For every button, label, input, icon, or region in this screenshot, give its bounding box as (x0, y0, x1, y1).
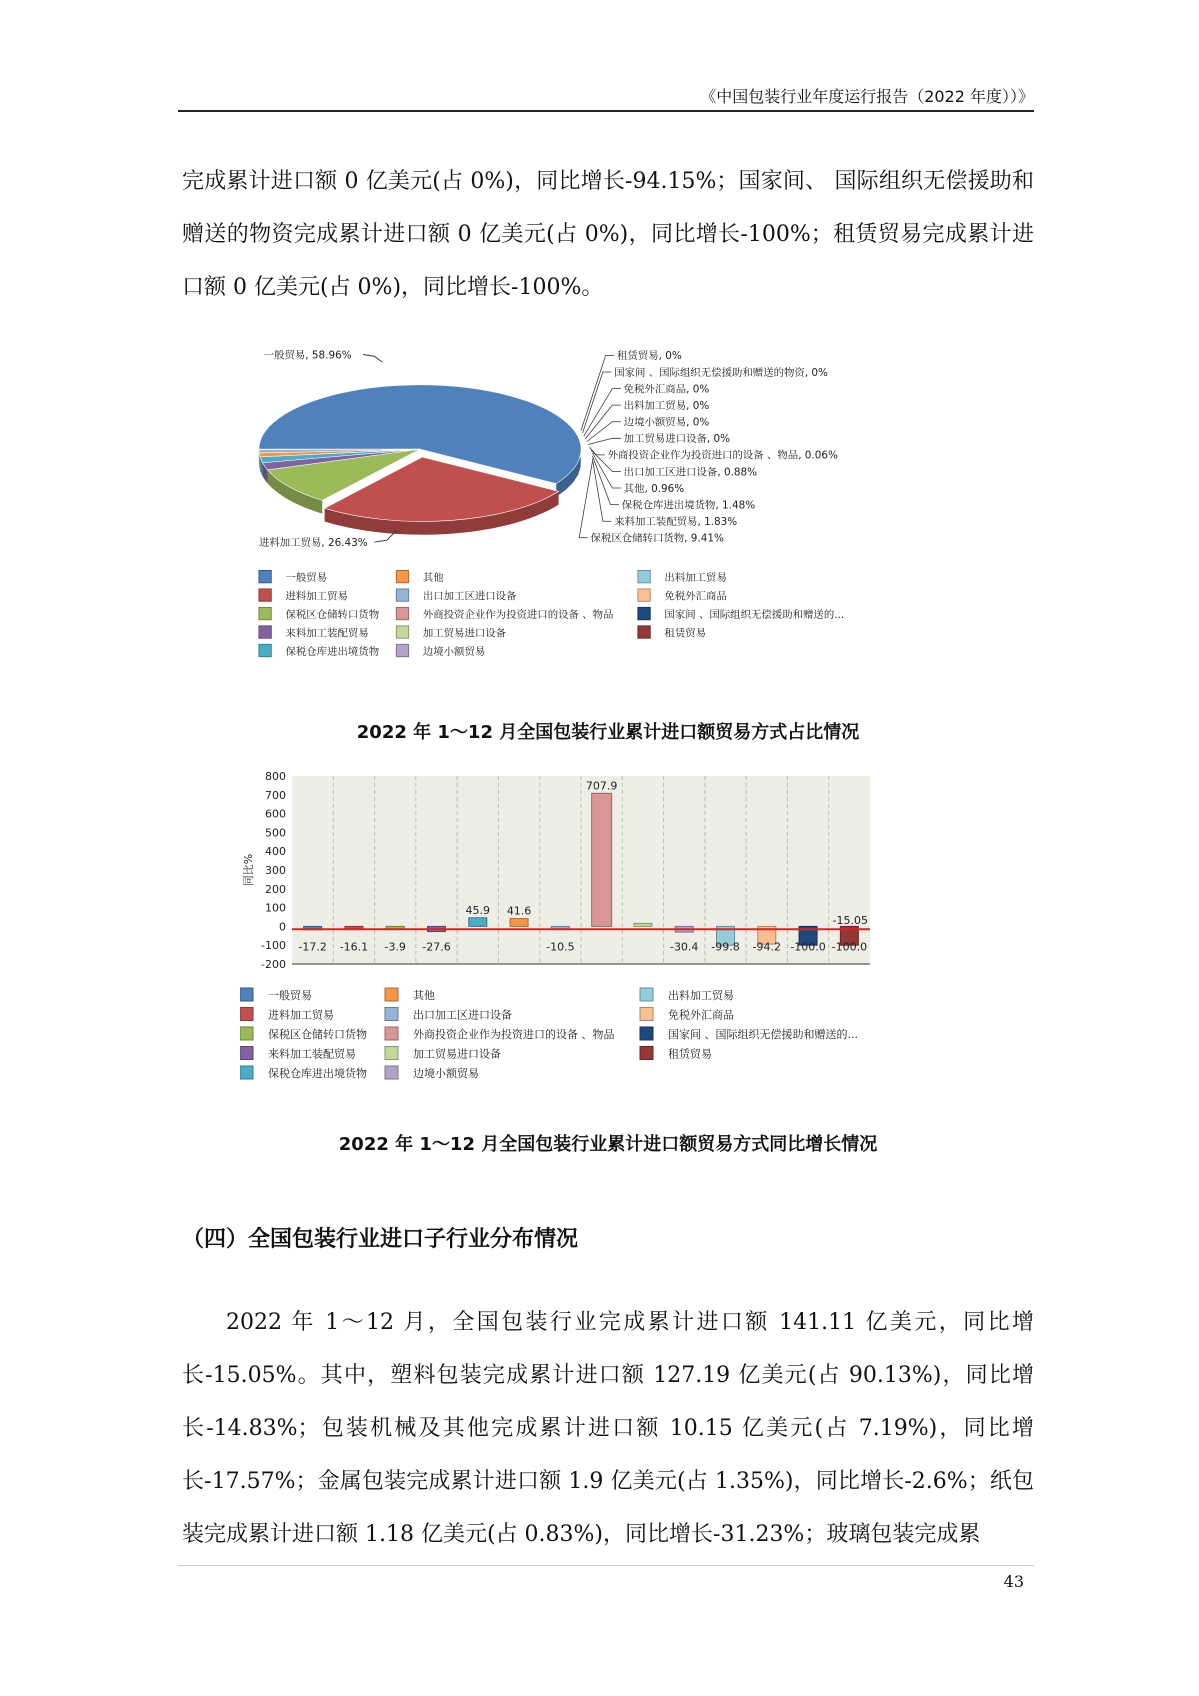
legend-label: 出料加工贸易 (668, 989, 734, 1002)
legend-label: 来料加工装配贸易 (268, 1047, 356, 1061)
y-tick-label: -200 (261, 958, 286, 971)
legend-label: 国家间 、国际组织无偿援助和赠送的... (668, 1028, 858, 1041)
intro-paragraph: 完成累计进口额 0 亿美元(占 0%)，同比增长-94.15%；国家间、 国际组织无偿援助和赠送的物资完成累计进口额 0 亿美元(占 0%)，同比增长-100%；租赁贸易完成累计进口额 0 亿美元(占 0%)，同比增长-100%。 (182, 169, 1034, 300)
pie-label: 来料加工装配贸易, 1.83% (614, 516, 738, 528)
pie-leader-line (588, 438, 621, 444)
legend-swatch (259, 570, 271, 582)
pie-label: 一般贸易, 58.96% (263, 349, 352, 362)
bar-value-label: -100.0 (790, 940, 826, 954)
y-tick-label: 500 (265, 826, 286, 840)
legend-label: 进料加工贸易 (268, 1008, 334, 1022)
legend-label: 出口加工区进口设备 (422, 590, 517, 603)
y-tick-label: 0 (279, 920, 286, 934)
y-tick-label: 800 (265, 770, 286, 783)
legend-swatch (396, 644, 408, 656)
legend-swatch (640, 1008, 653, 1021)
pie-leader-line (363, 354, 382, 362)
legend-label: 保税区仓储转口货物 (268, 1028, 367, 1041)
pie-leader-line (592, 456, 619, 505)
y-tick-label: 200 (265, 882, 286, 896)
legend-label: 外商投资企业作为投资进口的设备 、物品 (422, 608, 614, 621)
legend-label: 边境小额贸易 (422, 645, 486, 658)
bar-chart-caption: 2022 年 1～12 月全国包装行业累计进口额贸易方式同比增长情况 (338, 1134, 878, 1155)
pie-label: 免税外汇商品, 0% (623, 383, 710, 396)
legend-swatch (396, 607, 408, 619)
bar-value-label: -100.0 (831, 940, 868, 954)
legend-swatch (385, 1066, 398, 1079)
pie-label: 其他, 0.96% (623, 482, 685, 495)
bar-value-label: -17.2 (298, 940, 327, 954)
bar-value-label: -30.4 (669, 940, 699, 954)
legend-swatch (240, 1066, 253, 1079)
y-tick-label: 400 (265, 845, 286, 859)
bar-value-label: -10.5 (546, 940, 575, 954)
legend-label: 一般贸易 (268, 989, 312, 1002)
legend-swatch (396, 589, 408, 601)
pie-chart (240, 345, 960, 705)
bar-value-label: -94.2 (752, 940, 782, 954)
legend-label: 进料加工贸易 (285, 590, 348, 603)
legend-label: 出口加工区进口设备 (413, 1008, 512, 1022)
section-title: （四）全国包装行业进口子行业分布情况 (182, 1227, 579, 1252)
legend-swatch (240, 1047, 253, 1060)
legend-swatch (640, 1047, 653, 1060)
pie-label: 进料加工贸易, 26.43% (258, 536, 368, 549)
legend-label: 其他 (413, 989, 435, 1002)
legend-label: 保税区仓储转口货物 (285, 608, 380, 621)
pie-label: 保税仓库进出境货物, 1.48% (621, 499, 756, 512)
bar-chart (240, 768, 960, 1118)
legend-label: 加工贸易进口设备 (413, 1047, 501, 1061)
legend-swatch (259, 626, 271, 638)
legend-swatch (240, 988, 253, 1001)
legend-label: 来料加工装配贸易 (285, 627, 369, 640)
legend-label: 保税仓库进出境货物 (268, 1067, 367, 1080)
bar-value-label: -16.1 (339, 940, 369, 954)
pie-label: 出料加工贸易, 0% (623, 399, 710, 412)
pie-label: 边境小额贸易, 0% (623, 416, 710, 429)
y-axis-label: 同比% (242, 853, 255, 887)
legend-swatch (385, 1027, 398, 1040)
bar-value-label: -27.6 (422, 940, 451, 954)
legend-swatch (640, 988, 653, 1001)
y-tick-label: 600 (265, 807, 286, 821)
header-title: 《中国包装行业年度运行报告（2022 年度））》 (700, 87, 1034, 106)
bar-value-label: 45.9 (465, 903, 491, 917)
page-header (178, 80, 1034, 112)
bar-value-label: -99.8 (711, 940, 740, 954)
y-tick-label: -100 (261, 939, 286, 953)
legend-label: 加工贸易进口设备 (422, 627, 507, 640)
bar (634, 923, 652, 926)
bar (469, 918, 487, 927)
legend-swatch (396, 626, 408, 638)
legend-swatch (240, 1027, 253, 1040)
pie-label: 租赁贸易, 0% (617, 350, 682, 363)
legend-swatch (259, 589, 271, 601)
legend-swatch (240, 1008, 253, 1021)
legend-label: 租赁贸易 (664, 627, 707, 640)
footer-divider (178, 1565, 1034, 1566)
legend-swatch (259, 644, 271, 656)
legend-label: 租赁贸易 (668, 1047, 712, 1061)
bar-value-label: 707.9 (585, 779, 618, 793)
y-tick-label: 100 (265, 901, 286, 915)
legend-swatch (638, 607, 650, 619)
legend-swatch (385, 1047, 398, 1060)
legend-label: 免税外汇商品 (664, 590, 727, 603)
legend-swatch (638, 626, 650, 638)
pie-label: 保税区仓储转口货物, 9.41% (590, 532, 724, 545)
page-number: 43 (1003, 1572, 1024, 1591)
legend-swatch (638, 589, 650, 601)
pie-chart-caption: 2022 年 1～12 月全国包装行业累计进口额贸易方式占比情况 (356, 722, 860, 743)
legend-label: 免税外汇商品 (668, 1008, 734, 1022)
legend-swatch (385, 1008, 398, 1021)
bar (592, 793, 612, 926)
pie-label: 外商投资企业作为投资进口的设备 、物品, 0.06% (607, 449, 838, 462)
legend-label: 边境小额贸易 (413, 1067, 479, 1080)
section-paragraph: 2022 年 1～12 月，全国包装行业完成累计进口额 141.11 亿美元，同比增长-15.05%。其中，塑料包装完成累计进口额 127.19 亿美元(占 90.13%)，同比增长-14.83%；包装机械及其他完成累计进口额 10.15 亿美元(占 7.19%)，同比增长-17.57%；金属包装完成累计进口额 1.9 亿美元(占 1.35%)，同比增长-2.6%；纸包装完成累计进口额 1.18 亿美元(占 0.83%)，同比增长-31.23%；玻璃包装完成累 (182, 1310, 1034, 1547)
legend-swatch (396, 570, 408, 582)
legend-swatch (640, 1027, 653, 1040)
average-line-label: -15.05 (832, 914, 868, 928)
bar-value-label: -3.9 (384, 940, 406, 954)
y-tick-label: 700 (265, 788, 286, 802)
pie-label: 出口加工区进口设备, 0.88% (623, 466, 758, 479)
legend-swatch (638, 570, 650, 582)
pie-label: 国家间 、国际组织无偿援助和赠送的物资, 0% (614, 366, 828, 379)
legend-label: 国家间 、国际组织无偿援助和赠送的... (664, 608, 845, 621)
legend-label: 外商投资企业作为投资进口的设备 、物品 (413, 1028, 615, 1041)
legend-swatch (259, 607, 271, 619)
legend-label: 出料加工贸易 (664, 571, 727, 584)
bar (510, 919, 528, 927)
pie-leader-line (581, 355, 614, 430)
legend-swatch (385, 988, 398, 1001)
bar-value-label: 41.6 (506, 904, 532, 918)
legend-label: 其他 (422, 571, 444, 584)
legend-label: 一般贸易 (285, 571, 328, 584)
y-tick-label: 300 (265, 864, 286, 877)
pie-leader-line (579, 462, 592, 538)
pie-label: 加工贸易进口设备, 0% (623, 433, 731, 446)
legend-label: 保税仓库进出境货物 (285, 645, 380, 658)
